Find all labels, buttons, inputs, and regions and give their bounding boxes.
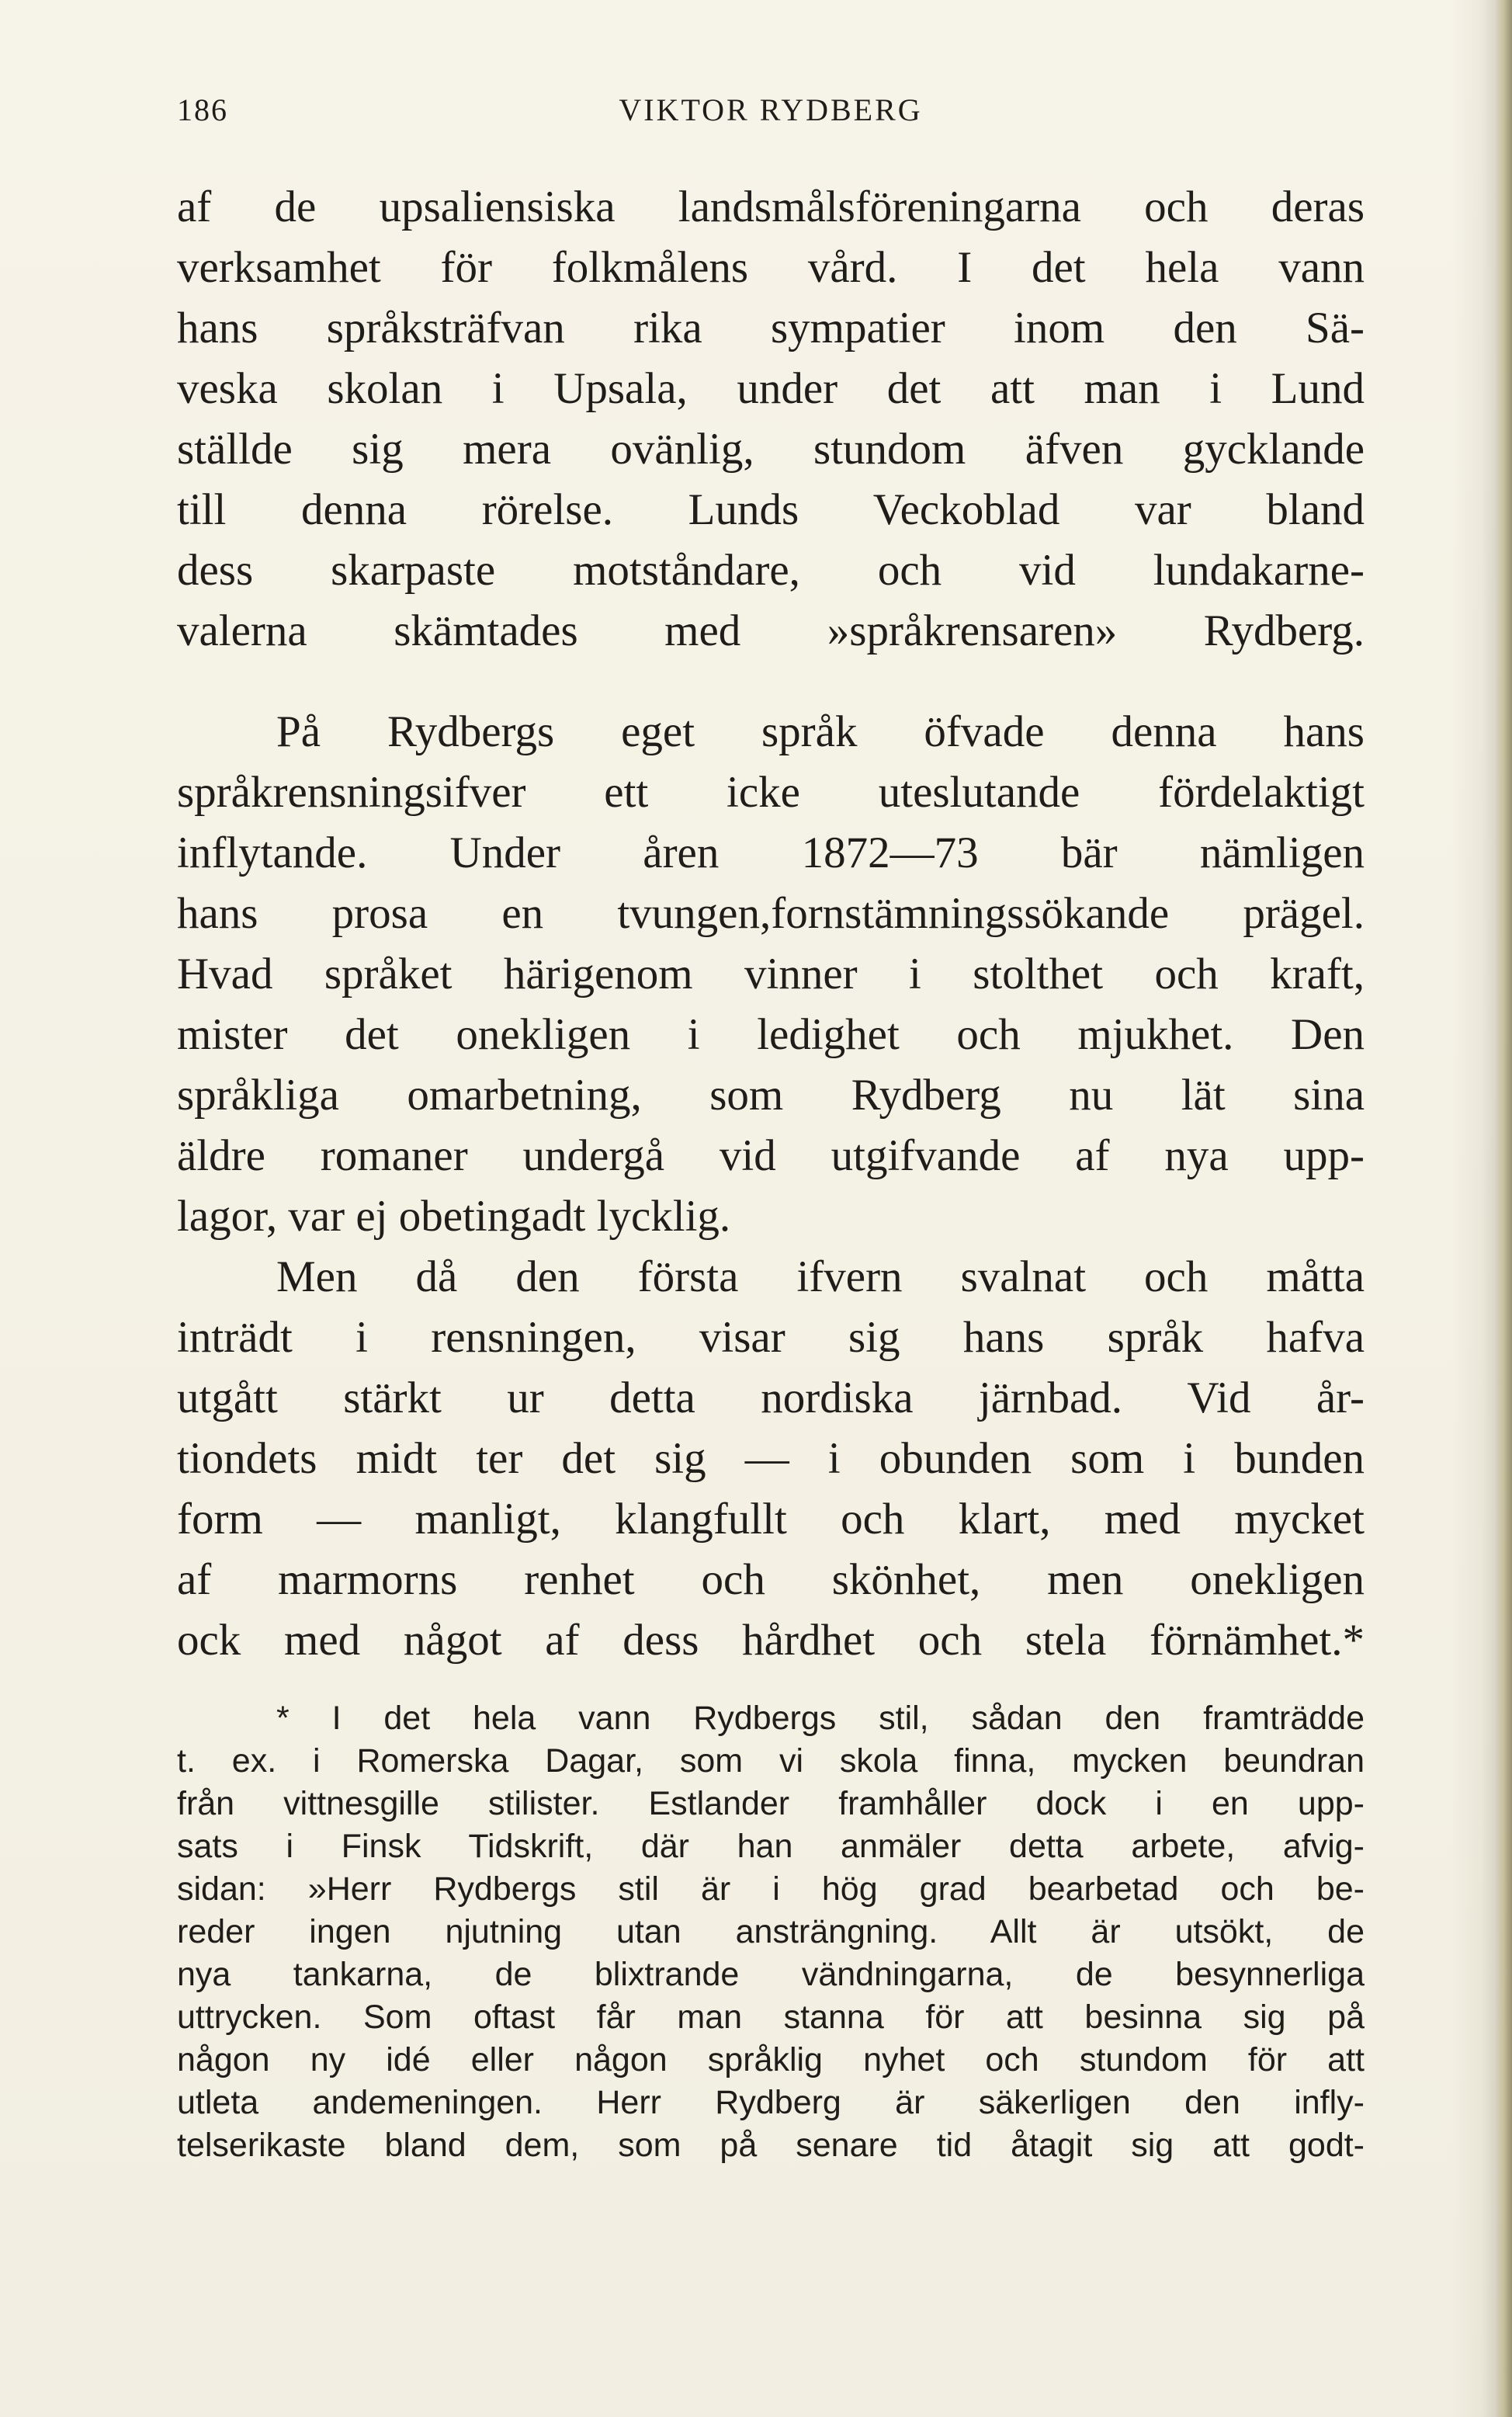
text-line: inflytande. Under åren 1872—73 bär nämligen	[177, 828, 1365, 877]
footnote-line: uttrycken. Som oftast får man stanna för att besinna sig på	[177, 1999, 1365, 2036]
text-line: inträdt i rensningen, visar sig hans språk hafva	[177, 1313, 1365, 1362]
main-text	[177, 177, 1365, 1671]
footnote-line: t. ex. i Romerska Dagar, som vi skola finna, mycken beundran	[177, 1742, 1365, 1780]
page-header	[177, 92, 1365, 138]
text-line: hans språksträfvan rika sympatier inom den Sä-	[177, 304, 1365, 352]
text-line: af marmorns renhet och skönhet, men onekligen	[177, 1555, 1365, 1604]
text-line: Hvad språket härigenom vinner i stolthet och kraft,	[177, 950, 1365, 998]
text-line: språkliga omarbetning, som Rydberg nu lät sina	[177, 1071, 1365, 1120]
text-line: hans prosa en tvungen,fornstämningssökande prägel.	[177, 889, 1365, 938]
text-line: På Rydbergs eget språk öfvade denna hans	[276, 707, 1365, 756]
text-line: äldre romaner undergå vid utgifvande af nya upp-	[177, 1131, 1365, 1180]
text-line: ställde sig mera ovänlig, stundom äfven gycklande	[177, 425, 1365, 474]
text-line: valerna skämtades med »språkrensaren» Rydberg.	[177, 606, 1365, 655]
running-title: VIKTOR RYDBERG	[619, 92, 923, 127]
text-line: dess skarpaste motståndare, och vid lundakarne-	[177, 546, 1365, 595]
text-line: lagor, var ej obetingadt lycklig.	[177, 1192, 731, 1241]
text-line: mister det onekligen i ledighet och mjukhet. Den	[177, 1010, 1365, 1059]
footnote-line: från vittnesgille stilister. Estlander framhåller dock i en upp-	[177, 1785, 1365, 1822]
footnote-line: reder ingen njutning utan ansträngning. Allt är utsökt, de	[177, 1913, 1365, 1950]
footnote-line: någon ny idé eller någon språklig nyhet och stundom för att	[177, 2041, 1365, 2078]
footnote-line: * I det hela vann Rydbergs stil, sådan den framträdde	[276, 1700, 1365, 1737]
text-line: Men då den första ifvern svalnat och måtta	[276, 1252, 1365, 1301]
paragraph-1	[177, 177, 1365, 662]
footnote-line: sats i Finsk Tidskrift, där han anmäler detta arbete, afvig-	[177, 1828, 1365, 1865]
footnote-line: telserikaste bland dem, som på senare tid åtagit sig att godt-	[177, 2127, 1365, 2164]
text-line: ock med något af dess hårdhet och stela förnämhet.*	[177, 1616, 1365, 1665]
text-line: språkrensningsifver ett icke uteslutande fördelaktigt	[177, 768, 1365, 817]
text-line: utgått stärkt ur detta nordiska järnbad. Vid år-	[177, 1373, 1365, 1422]
footnote	[177, 1697, 1365, 2167]
paragraph-3	[177, 1247, 1365, 1671]
text-line: veska skolan i Upsala, under det att man i Lund	[177, 364, 1365, 413]
text-line: tiondets midt ter det sig — i obunden som i bunden	[177, 1434, 1365, 1483]
footnote-line: sidan: »Herr Rydbergs stil är i hög grad bearbetad och be-	[177, 1870, 1365, 1908]
text-line: af de upsaliensiska landsmålsföreningarna och deras	[177, 182, 1365, 231]
page-number: 186	[177, 92, 228, 127]
page-edge-shadow	[1495, 0, 1512, 2417]
text-line: form — manligt, klangfullt och klart, med mycket	[177, 1495, 1365, 1544]
text-line: till denna rörelse. Lunds Veckoblad var bland	[177, 485, 1365, 534]
paragraph-2	[177, 702, 1365, 1247]
paragraph-spacer	[177, 662, 1365, 702]
footnote-line: nya tankarna, de blixtrande vändningarna, de besynnerliga	[177, 1956, 1365, 1993]
text-line: verksamhet för folkmålens vård. I det hela vann	[177, 243, 1365, 292]
footnote-line: utleta andemeningen. Herr Rydberg är säkerligen den infly-	[177, 2084, 1365, 2121]
